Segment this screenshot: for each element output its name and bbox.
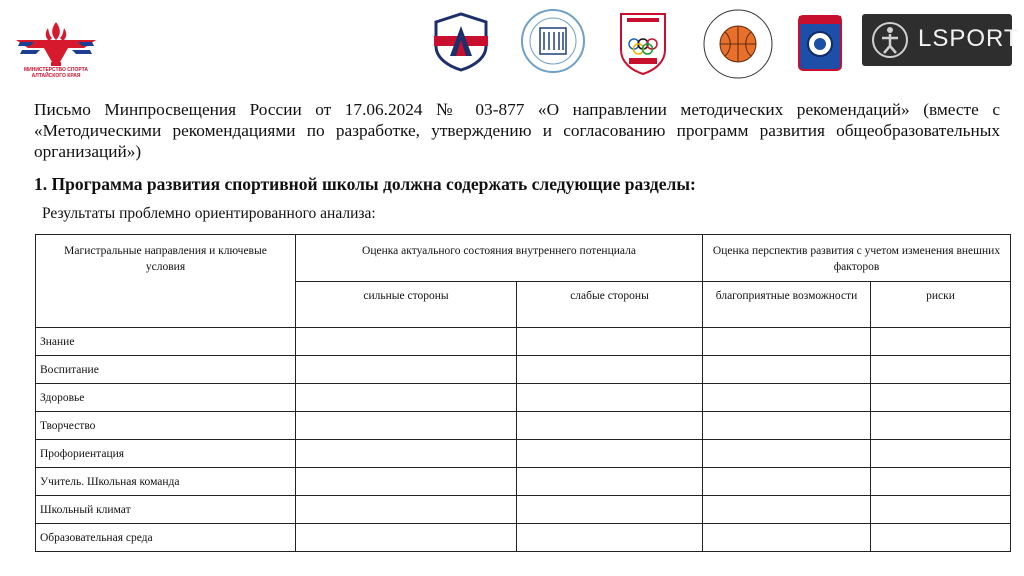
header-weaknesses: слабые стороны bbox=[517, 282, 703, 328]
table-row bbox=[36, 412, 1011, 440]
university-seal-logo bbox=[520, 8, 586, 74]
table-row bbox=[36, 440, 1011, 468]
sport-club-logo bbox=[797, 14, 843, 72]
table-row bbox=[36, 496, 1011, 524]
table-cell bbox=[517, 440, 703, 468]
table-row bbox=[36, 468, 1011, 496]
row-label: Воспитание bbox=[36, 356, 296, 384]
header-risks: риски bbox=[871, 282, 1011, 328]
table-cell bbox=[703, 356, 871, 384]
row-label: Профориентация bbox=[36, 440, 296, 468]
table-cell bbox=[296, 524, 517, 552]
table-cell bbox=[871, 412, 1011, 440]
table-cell bbox=[517, 496, 703, 524]
table-row bbox=[36, 328, 1011, 356]
ministry-logo-caption: МИНИСТЕРСТВО СПОРТА АЛТАЙСКОГО КРАЯ bbox=[23, 67, 89, 79]
table-cell bbox=[871, 356, 1011, 384]
table-cell bbox=[296, 496, 517, 524]
header-internal-potential: Оценка актуального состояния внутреннего потенциала bbox=[296, 235, 703, 282]
table-row bbox=[36, 384, 1011, 412]
row-label: Образовательная среда bbox=[36, 524, 296, 552]
table-cell bbox=[703, 384, 871, 412]
table-cell bbox=[517, 356, 703, 384]
table-cell bbox=[871, 524, 1011, 552]
table-cell bbox=[517, 524, 703, 552]
header-external-factors: Оценка перспектив развития с учетом изменения внешних факторов bbox=[703, 235, 1011, 282]
header-main-directions: Магистральные направления и ключевые условия bbox=[36, 235, 296, 328]
altai-basket-logo bbox=[702, 8, 774, 80]
olympic-reserve-logo bbox=[615, 10, 671, 76]
analysis-caption: Результаты проблемно ориентированного анализа: bbox=[42, 205, 376, 222]
table-cell bbox=[703, 328, 871, 356]
table-cell bbox=[296, 412, 517, 440]
letter-reference: Письмо Минпросвещения России от 17.06.2024 № 03-877 «О направлении методических рекомендаций» (вместе с «Методическими рекомендациями по разработке, утверждению и согласованию программ развития общеобразовательных организаций») bbox=[34, 100, 1000, 161]
shield-logo bbox=[430, 12, 492, 72]
table-cell bbox=[871, 496, 1011, 524]
analysis-table bbox=[35, 234, 1011, 552]
table-row bbox=[36, 356, 1011, 384]
table-row bbox=[36, 524, 1011, 552]
table-cell bbox=[703, 524, 871, 552]
table-cell bbox=[871, 440, 1011, 468]
table-cell bbox=[871, 384, 1011, 412]
row-label: Учитель. Школьная команда bbox=[36, 468, 296, 496]
runner-emblem-icon bbox=[870, 20, 910, 60]
table-cell bbox=[703, 440, 871, 468]
row-label: Школьный климат bbox=[36, 496, 296, 524]
table-cell bbox=[703, 468, 871, 496]
table-cell bbox=[517, 328, 703, 356]
header-opportunities: благоприятные возможности bbox=[703, 282, 871, 328]
table-cell bbox=[517, 468, 703, 496]
lsport-label: LSPORT bbox=[918, 25, 1020, 52]
row-label: Здоровье bbox=[36, 384, 296, 412]
table-cell bbox=[517, 412, 703, 440]
table-cell bbox=[517, 384, 703, 412]
table-cell bbox=[871, 328, 1011, 356]
table-cell bbox=[296, 440, 517, 468]
section-heading: 1. Программа развития спортивной школы должна содержать следующие разделы: bbox=[34, 174, 696, 194]
table-cell bbox=[296, 356, 517, 384]
table-cell bbox=[703, 412, 871, 440]
header-strengths: сильные стороны bbox=[296, 282, 517, 328]
row-label: Творчество bbox=[36, 412, 296, 440]
table-cell bbox=[296, 384, 517, 412]
table-cell bbox=[871, 468, 1011, 496]
lsport-logo bbox=[862, 14, 1020, 66]
row-label: Знание bbox=[36, 328, 296, 356]
table-cell bbox=[296, 468, 517, 496]
table-cell bbox=[296, 328, 517, 356]
table-cell bbox=[703, 496, 871, 524]
